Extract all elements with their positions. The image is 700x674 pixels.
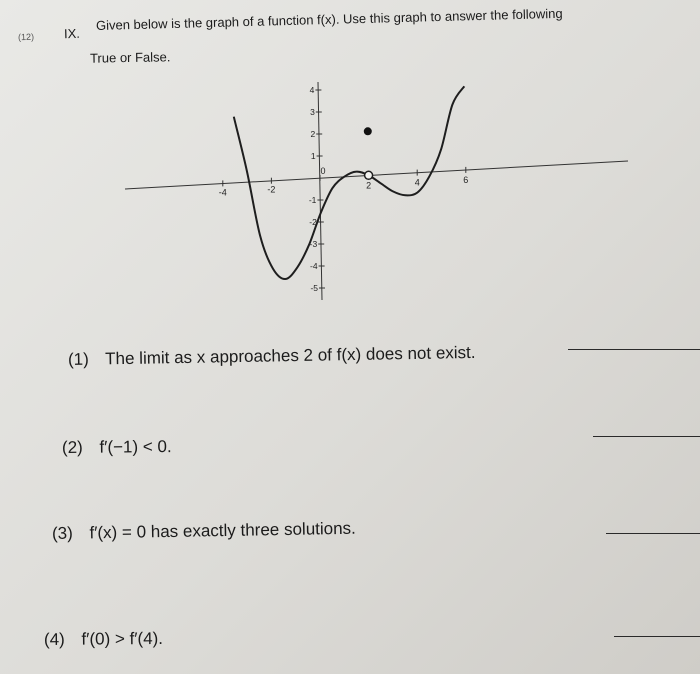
question-instruction: Given below is the graph of a function f(x). Use this graph to answer the following [95,5,563,33]
item-2-number: (2) [61,437,83,457]
x-tick-label: 0 [320,166,326,176]
y-tick-label: 4 [309,85,315,95]
item-1-text: The limit as x approaches 2 of f(x) does not exist. [105,342,476,369]
x-tick-label: 4 [414,177,420,188]
item-1 [68,343,476,370]
item-1-number: (1) [67,349,89,369]
y-ticks [309,85,325,293]
y-tick-label: -5 [310,283,318,293]
item-2 [62,437,172,458]
item-4-text: f′(0) > f′(4). [81,628,164,649]
x-tick-label: 6 [463,174,469,185]
y-tick-label: 2 [310,129,316,139]
answer-line-4[interactable] [614,636,700,637]
y-tick-label: -3 [309,239,318,249]
question-number: IX. [63,25,81,42]
item-2-text: f′(−1) < 0. [99,437,172,457]
y-tick-label: 1 [310,151,316,161]
axes [125,82,628,300]
x-tick-label: -2 [267,184,276,195]
function-curve [234,86,464,279]
x-tick-label: 2 [366,180,372,191]
y-tick-label: -1 [308,195,317,205]
answer-line-2[interactable] [593,436,700,437]
item-4 [44,629,163,650]
filled-point [364,127,372,135]
item-3 [52,519,356,544]
function-graph [0,0,700,330]
y-axis [318,82,322,300]
open-point [365,171,373,179]
x-axis [125,161,628,189]
item-3-text: f′(x) = 0 has exactly three solutions. [89,518,356,543]
y-tick-label: -2 [309,217,317,227]
answer-line-1[interactable] [568,349,700,350]
points-label: (12) [17,31,35,43]
item-4-number: (4) [43,629,65,649]
answer-line-3[interactable] [606,533,700,534]
y-tick-label: -4 [310,261,318,271]
item-3-number: (3) [51,523,73,543]
x-tick-label: -4 [218,187,227,198]
y-tick-label: 3 [310,107,315,117]
question-instruction-cont: True or False. [89,49,171,66]
